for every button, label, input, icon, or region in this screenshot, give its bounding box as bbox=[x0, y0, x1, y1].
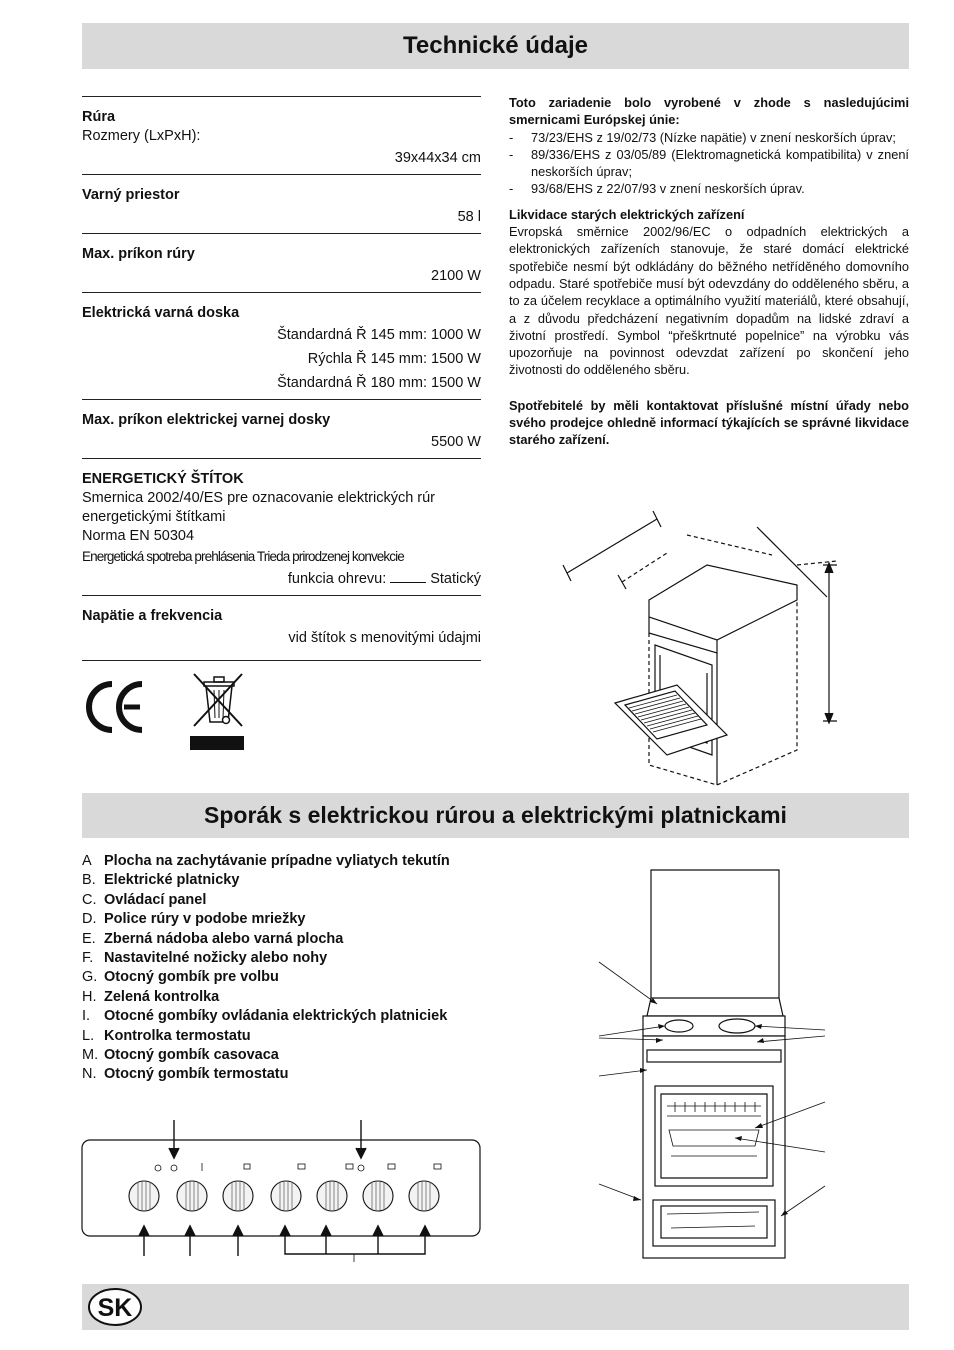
list-item: C. Ovládací panel bbox=[82, 891, 207, 908]
parts-legend bbox=[82, 852, 492, 1085]
spec-title: Napätie a frekvencia bbox=[82, 608, 223, 624]
certification-logos bbox=[82, 668, 252, 753]
regulations-text bbox=[509, 94, 909, 449]
list-item: H. Zelená kontrolka bbox=[82, 988, 220, 1005]
spec-oven-power bbox=[82, 233, 481, 292]
section-title: Sporák s elektrickou rúrou a elektrickými platnickami bbox=[204, 802, 787, 828]
energy-title: ENERGETICKÝ ŠTÍTOK bbox=[82, 471, 244, 487]
language-code: SK bbox=[97, 1294, 133, 1322]
spec-value: 39x44x34 cm bbox=[394, 150, 481, 166]
spec-value: 5500 W bbox=[431, 434, 481, 450]
spec-title: Rúra bbox=[82, 109, 116, 125]
list-item: - 89/336/EHS z 03/05/89 (Elektromagnetická kompatibilita) v znení neskorších úprav; bbox=[509, 146, 909, 181]
list-item: M. Otocný gombík casovaca bbox=[82, 1047, 279, 1064]
spec-line: Rozmery (LxPxH): bbox=[82, 128, 201, 144]
list-item: N. Otocný gombík termostatu bbox=[82, 1066, 289, 1083]
blank-line bbox=[390, 572, 426, 583]
section-header-technical bbox=[82, 23, 909, 69]
energy-function-value: Statický bbox=[430, 571, 481, 587]
spec-hob bbox=[82, 292, 481, 399]
energy-function-label: funkcia ohrevu: bbox=[287, 571, 387, 587]
spec-value: Štandardná Ř 145 mm: 1000 W bbox=[277, 327, 481, 343]
list-item: E. Zberná nádoba alebo varná plocha bbox=[82, 930, 344, 947]
energy-norm: Norma EN 50304 bbox=[82, 528, 195, 544]
crossed-bin-icon bbox=[188, 668, 248, 753]
spec-oven bbox=[82, 96, 481, 174]
spec-list bbox=[82, 96, 481, 661]
spec-value: 58 l bbox=[457, 209, 481, 225]
language-badge bbox=[86, 1286, 146, 1328]
ce-mark-icon bbox=[82, 678, 152, 738]
weee-contact: Spotřebitelé by měli kontaktovat příslušné místní úřady nebo svého prodejce ohledně informací týkajících se správné likvidace starého zařízení. bbox=[509, 397, 909, 448]
energy-class-line: Energetická spotreba prehlásenia Trieda prirodzenej konvekcie bbox=[82, 549, 404, 564]
spec-value: 2100 W bbox=[431, 268, 481, 284]
list-item: F. Nastavitelné nožicky alebo nohy bbox=[82, 950, 328, 967]
oven-dimensions-illustration bbox=[557, 505, 847, 795]
list-item: G. Otocný gombík pre volbu bbox=[82, 969, 279, 986]
weee-body: Evropská směrnice 2002/96/EC o odpadních elektrických a elektronických zařízeních stanovuje, že staré domácí elektrické spotřebiče nesmí být odkládány do běžného netříděného domovního odpadu. Staré spotřebiče musí být odevzdány do odděleného sběru, a to za účelem recyklace a optimálního využití materiálů, které obsahují, a z důvodu předcházení negativním dopadům na lidské zdraví a životní prostředí. Symbol “přeškrtnuté popelnice” na výrobku vás upozorňuje na povinnost odevzdat zařízení po skončení jeho životnosti do odděleného sběru. bbox=[509, 224, 909, 378]
spec-value: Štandardná Ř 180 mm: 1500 W bbox=[277, 375, 481, 391]
eu-directive-list bbox=[509, 129, 909, 198]
eu-intro: Toto zariadenie bolo vyrobené v zhode s nasledujúcimi smernicami Európskej únie: bbox=[509, 95, 909, 128]
list-item: I. Otocné gombíky ovládania elektrických platniciek bbox=[82, 1008, 448, 1025]
section-header-cooker bbox=[82, 793, 909, 838]
energy-directive: Smernica 2002/40/ES pre oznacovanie elektrických rúr energetickými štítkami bbox=[82, 490, 436, 525]
cooker-illustration bbox=[595, 866, 830, 1266]
energy-function bbox=[82, 567, 481, 591]
spec-hob-power bbox=[82, 399, 481, 458]
control-panel-illustration bbox=[80, 1116, 482, 1266]
spec-title: Elektrická varná doska bbox=[82, 305, 240, 321]
spec-title: Max. príkon elektrickej varnej dosky bbox=[82, 412, 331, 428]
list-item: A Plocha na zachytávanie prípadne vyliatych tekutín bbox=[82, 853, 450, 869]
section-title: Technické údaje bbox=[403, 32, 588, 59]
spec-voltage bbox=[82, 595, 481, 654]
list-item: B. Elektrické platnicky bbox=[82, 872, 240, 889]
spec-volume bbox=[82, 174, 481, 233]
spec-value: Rýchla Ř 145 mm: 1500 W bbox=[307, 351, 481, 367]
spec-title: Varný priestor bbox=[82, 187, 180, 203]
divider bbox=[82, 660, 481, 661]
spec-energy-label bbox=[82, 458, 481, 595]
list-item: - 93/68/EHS z 22/07/93 v znení neskorších úprav. bbox=[509, 180, 909, 197]
footer-band bbox=[82, 1284, 909, 1330]
list-item: D. Police rúry v podobe mriežky bbox=[82, 911, 306, 928]
list-item: L. Kontrolka termostatu bbox=[82, 1027, 251, 1044]
weee-title: Likvidace starých elektrických zařízení bbox=[509, 206, 745, 222]
spec-title: Max. príkon rúry bbox=[82, 246, 195, 262]
list-item: - 73/23/EHS z 19/02/73 (Nízke napätie) v znení neskorších úprav; bbox=[509, 129, 909, 146]
spec-value: vid štítok s menovitými údajmi bbox=[288, 630, 481, 646]
